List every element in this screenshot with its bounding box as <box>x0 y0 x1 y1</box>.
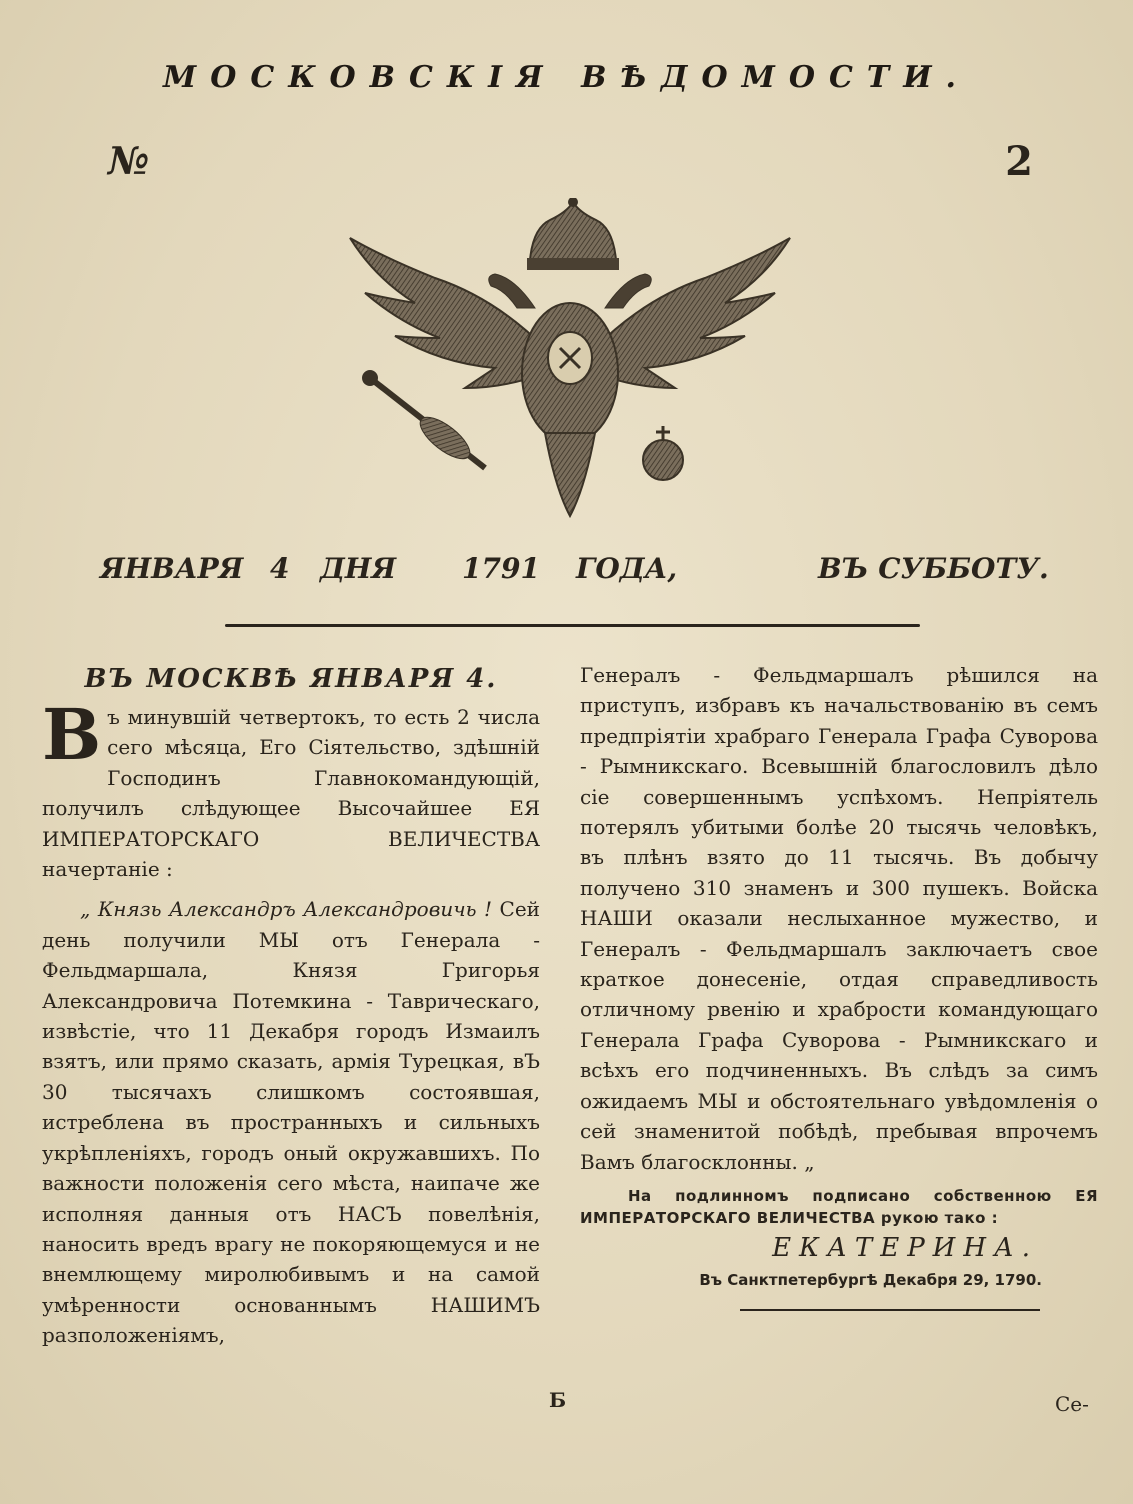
date-day-word: ДНЯ <box>320 552 397 585</box>
rescript-paragraph <box>42 894 540 1350</box>
issue-number-label: № <box>108 138 150 183</box>
date-year: 1791 <box>462 552 540 585</box>
date-year-word: ГОДА, <box>576 552 678 585</box>
newspaper-title: МОСКОВСКІЯ ВѢДОМОСТИ. <box>162 60 970 95</box>
intro-paragraph <box>42 693 540 884</box>
double-headed-eagle-icon <box>345 198 795 528</box>
catchword: Се- <box>1055 1392 1089 1416</box>
header-divider <box>225 624 920 627</box>
article-heading: ВЪ МОСКВѢ ЯНВАРЯ 4. <box>84 664 498 694</box>
scepter-icon <box>362 370 485 468</box>
place-date: Въ Санктпетербургѣ Декабря 29, 1790. <box>699 1270 1042 1289</box>
dateline <box>100 552 1049 592</box>
date-month: ЯНВАРЯ <box>100 552 244 585</box>
date-day: 4 <box>270 552 290 585</box>
signature-mark: Б <box>549 1388 567 1412</box>
orb-icon <box>643 426 683 480</box>
right-column <box>580 660 1098 1311</box>
section-divider <box>740 1309 1040 1311</box>
signature-note: На подлинномъ подписано собственною ЕЯ ИМПЕРАТОРСКАГО ВЕЛИЧЕСТВА рукою тако : <box>580 1186 1098 1227</box>
left-column <box>42 662 540 1351</box>
rescript-text: Сей день получили МЫ отъ Генерала - Фельдмаршала, Князя Григорья Александровича Потемкина - Таврическаго, извѣстіе, что 11 Декабря городъ Измаилъ взятъ, или прямо сказать, армія Турецкая, вЪ 30 тысячахъ слишкомъ состоявшая, истреблена въ пространныхъ и сильныхъ укрѣпленіяхъ, городъ оный окружавшихъ. По важности положенія сего мѣста, наипаче же исполняя данныя отъ НАСЪ повелѣнія, наносить вредъ врагу не покоряющемуся и не внемлющему миролюбивымъ и на самой умѣренности основаннымъ НАШИМЪ разположеніямъ, <box>42 897 540 1348</box>
salutation: „ Князь Александръ Александровичь ! <box>80 897 493 922</box>
issue-number: 2 <box>1005 138 1033 185</box>
date-weekday: ВЪ СУББОТУ. <box>818 552 1049 585</box>
drop-cap: В <box>42 693 102 776</box>
continuation-paragraph: Генералъ - Фельдмаршалъ рѣшился на приступъ, избравъ къ начальствованію въ семъ предпріятіи храбраго Генерала Графа Суворова - Рымникскаго. Всевышній благословилъ дѣло сіе совершеннымъ успѣхомъ. Непріятель потерялъ убитыми болѣе 20 тысячь человѣкъ, въ плѣнъ взято до 11 тысячь. Въ добычу получено 310 знаменъ и 300 пушекъ. Войска НАШИ оказали неслыханное мужество, и Генералъ - Фельдмаршалъ заключаетъ свое краткое донесеніе, отдая справедливость отличному рвенію и храбрости командующаго Генерала Графа Суворова - Рымникскаго и всѣхъ его подчиненныхъ. Въ слѣдъ за симъ ожидаемъ МЫ и обстоятельнаго увѣдомленія о сей знаменитой побѣдѣ, пребывая впрочемъ Вамъ благосклонны. „ <box>580 663 1098 1174</box>
intro-text: ъ минувшій четвертокъ, то есть 2 числа сего мѣсяца, Его Сіятельство, здѣшній Господинъ Главнокомандующій, получилъ слѣдующее Высочайшее ЕЯ ИМПЕРАТОРСКАГО ВЕЛИЧЕСТВА начертаніе : <box>42 705 540 882</box>
signature-name: ЕКАТЕРИНА. <box>772 1232 1038 1263</box>
crown-icon <box>527 198 619 270</box>
